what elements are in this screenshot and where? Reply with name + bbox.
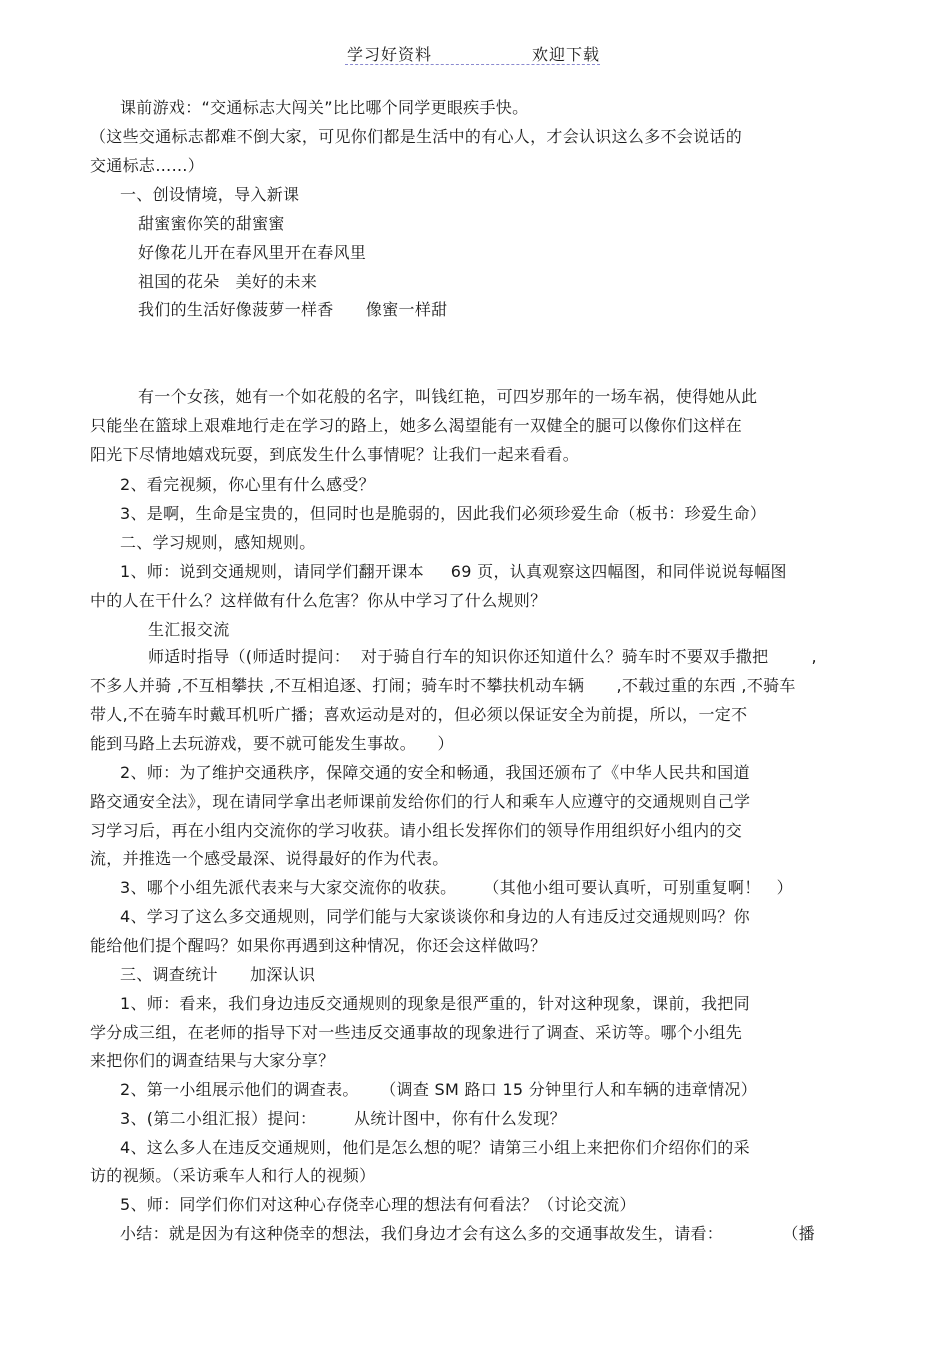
text-line: 只能坐在篮球上艰难地行走在学习的路上，她多么渴望能有一双健全的腿可以像你们这样在: [90, 416, 743, 435]
text-line: 一、创设情境，导入新课: [120, 185, 300, 204]
text-line: 4、这么多人在违反交通规则，他们是怎么想的呢？请第三小组上来把你们介绍你们的采: [120, 1138, 750, 1157]
text-line: 4、学习了这么多交通规则，同学们能与大家谈谈你和身边的人有违反过交通规则吗？你: [120, 907, 750, 926]
text-line: 祖国的花朵 美好的未来: [138, 272, 318, 291]
text-line: 2、看完视频，你心里有什么感受？: [120, 475, 375, 494]
text-line: 三、调查统计 加深认识: [120, 965, 316, 984]
text-line: 小结：就是因为有这种侥幸的想法，我们身边才会有这么多的交通事故发生，请看： （播: [120, 1224, 815, 1243]
text-line: 访的视频。（采访乘车人和行人的视频）: [90, 1166, 376, 1185]
text-line: 不多人并骑 ,不互相攀扶 ,不互相追逐、打闹；骑车时不攀扶机动车辆 ,不载过重的东西 ,不骑车: [90, 676, 796, 695]
text-line: 2、第一小组展示他们的调查表。 （调查 SM 路口 15 分钟里行人和车辆的违章情况）: [120, 1080, 757, 1099]
text-line: 中的人在干什么？这样做有什么危害？你从中学习了什么规则？: [90, 591, 547, 610]
text-line: 生汇报交流: [148, 620, 230, 639]
text-line: （这些交通标志都难不倒大家，可见你们都是生活中的有心人，才会认识这么多不会说话的: [90, 127, 743, 146]
text-line: 习学习后，再在小组内交流你的学习收获。请小组长发挥你们的领导作用组织好小组内的交: [90, 821, 743, 840]
text-line: 5、师：同学们你们对这种心存侥幸心理的想法有何看法？（讨论交流）: [120, 1195, 636, 1214]
text-line: 带人,不在骑车时戴耳机听广播；喜欢运动是对的，但必须以保证安全为前提，所以，一定不: [90, 705, 748, 724]
text-line: 能到马路上去玩游戏，要不就可能发生事故。 ）: [90, 734, 454, 753]
text-line: 甜蜜蜜你笑的甜蜜蜜: [138, 214, 285, 233]
text-line: 有一个女孩，她有一个如花般的名字，叫钱红艳，可四岁那年的一场车祸，使得她从此: [138, 387, 758, 406]
text-line: 2、师：为了维护交通秩序，保障交通的安全和畅通，我国还颁布了《中华人民共和国道: [120, 763, 750, 782]
text-line: 学分成三组，在老师的指导下对一些违反交通事故的现象进行了调查、采访等。哪个小组先: [90, 1023, 743, 1042]
text-line: 3、哪个小组先派代表来与大家交流你的收获。 （其他小组可要认真听，可别重复啊！ ）: [120, 878, 793, 897]
text-line: 3、(第二小组汇报）提问： 从统计图中，你有什么发现？: [120, 1109, 566, 1128]
text-line: 我们的生活好像菠萝一样香 像蜜一样甜: [138, 300, 448, 319]
text-line: 路交通安全法》，现在请同学拿出老师课前发给你们的行人和乘车人应遵守的交通规则自己学: [90, 792, 751, 811]
text-line: 1、师：说到交通规则，请同学们翻开课本 69 页，认真观察这四幅图，和同伴说说每幅图: [120, 562, 787, 581]
text-line: 课前游戏：“交通标志大闯关”比比哪个同学更眼疾手快。: [120, 98, 529, 117]
header-right-text: 欢迎下载: [531, 45, 600, 64]
text-line: 1、师：看来，我们身边违反交通规则的现象是很严重的，针对这种现象，课前，我把同: [120, 994, 750, 1013]
text-line: 3、是啊，生命是宝贵的，但同时也是脆弱的，因此我们必须珍爱生命（板书：珍爱生命）: [120, 504, 767, 523]
text-line: 阳光下尽情地嬉戏玩耍，到底发生什么事情呢？让我们一起来看看。: [90, 445, 580, 464]
text-line: 流，并推选一个感受最深、说得最好的作为代表。: [90, 849, 449, 868]
text-line: 好像花儿开在春风里开在春风里: [138, 243, 367, 262]
text-line: 能给他们提个醒吗？如果你再遇到这种情况，你还会这样做吗？: [90, 936, 547, 955]
text-line: 师适时指导（(师适时提问： 对于骑自行车的知识你还知道什么？骑车时不要双手撒把 ,: [148, 647, 817, 666]
header-left-text: 学习好资料: [347, 45, 433, 64]
page-header: [345, 40, 600, 65]
text-line: 二、学习规则，感知规则。: [120, 533, 316, 552]
text-line: 交通标志……）: [90, 156, 205, 175]
text-line: 来把你们的调查结果与大家分享？: [90, 1051, 335, 1070]
